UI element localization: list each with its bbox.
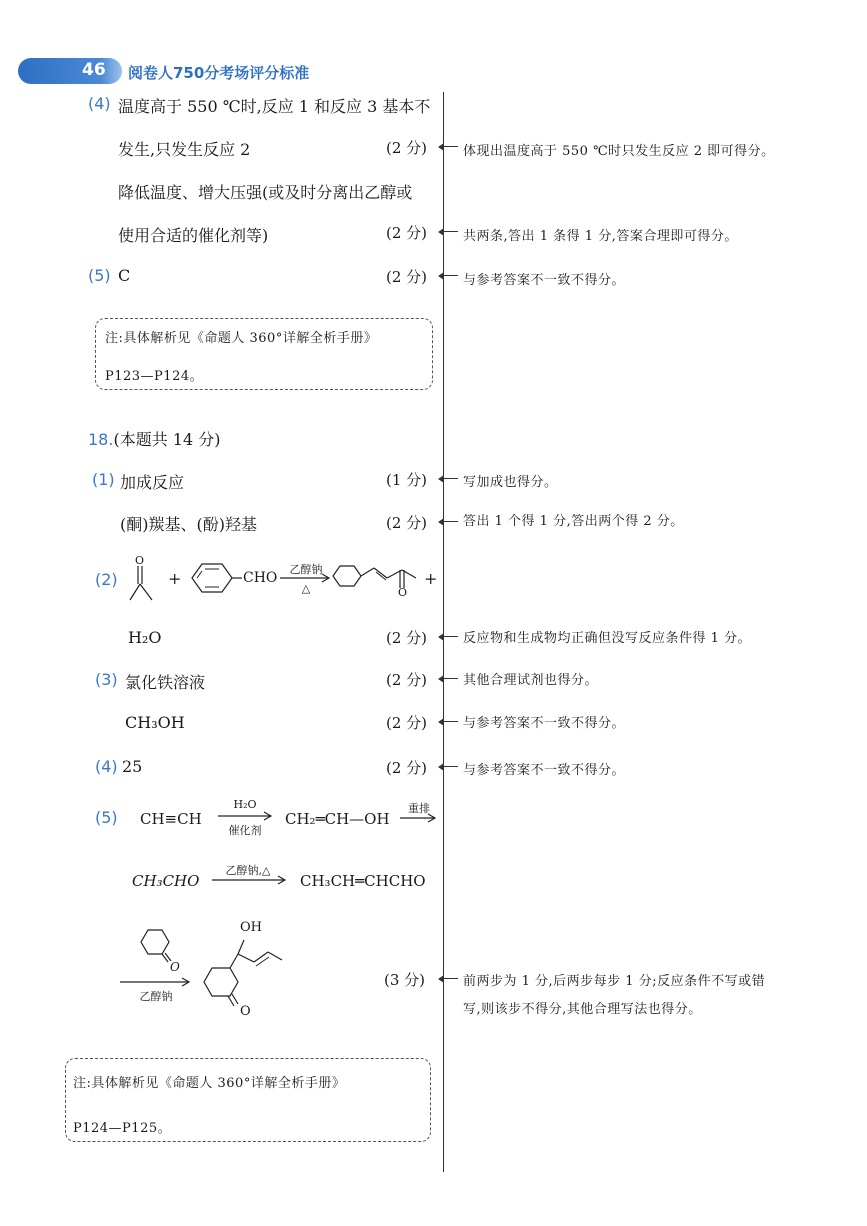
q18-part2-number: (2) [95, 570, 118, 589]
q17-part4-comment1: 体现出温度高于 550 ℃时只发生反应 2 即可得分。 [463, 144, 775, 159]
q18-note-line1: 注:具体解析见《命题人 360°详解全析手册》 [73, 1076, 346, 1091]
q18-part4-score: (2 分) [386, 759, 428, 777]
q18-part5-number: (5) [95, 808, 118, 827]
water-product: H₂O [128, 628, 162, 647]
plus-sign: + [168, 569, 182, 588]
plus-sign: + [424, 569, 438, 588]
page-header-title: 阅卷人750分考场评分标准 [128, 64, 310, 82]
arrow-left-icon [438, 271, 458, 281]
step1-condition-top: H₂O [233, 798, 257, 811]
q18-part4-number: (4) [95, 757, 118, 776]
reagent-oxygen-label: O [170, 960, 180, 974]
q18-part3-score1: (2 分) [386, 671, 428, 689]
q18-part3-answer2: CH₃OH [125, 713, 185, 732]
arrow-left-icon [438, 517, 458, 527]
q18-title [88, 427, 220, 450]
q17-part4-number: (4) [88, 94, 111, 113]
reaction-arrow-icon [212, 875, 288, 885]
q18-part1-answer2: (酮)羰基、(酚)羟基 [120, 515, 257, 534]
q17-part5-number: (5) [88, 266, 111, 285]
benzylideneacetone-structure [332, 556, 422, 602]
q18-part1-number: (1) [92, 470, 115, 489]
q17-part4-score2: (2 分) [386, 224, 428, 242]
benzaldehyde-ring-structure [188, 560, 244, 596]
arrow-left-icon [438, 717, 458, 727]
arrow-left-icon [438, 632, 458, 642]
q17-note-line2: P123—P124。 [105, 369, 204, 384]
aldehyde-group-label: CHO [243, 570, 278, 586]
q18-part1-comment2: 答出 1 个得 1 分,答出两个得 2 分。 [463, 514, 684, 529]
q18-part3-score2: (2 分) [386, 714, 428, 732]
reaction-arrow-icon [120, 977, 192, 987]
q18-part1-answer1: 加成反应 [120, 473, 185, 492]
q18-part3-comment1: 其他合理试剂也得分。 [463, 673, 599, 688]
arrow-left-icon [438, 762, 458, 772]
q17-part4-comment2: 共两条,答出 1 条得 1 分,答案合理即可得分。 [463, 229, 738, 244]
reaction-condition-top: 乙醇钠 [289, 563, 323, 576]
step1-condition-bottom: 催化剂 [228, 824, 262, 837]
q18-part3-answer1: 氯化铁溶液 [125, 673, 206, 692]
arrow-left-icon [438, 227, 458, 237]
reaction-arrow-icon [218, 811, 274, 821]
q17-part5-score: (2 分) [386, 268, 428, 286]
page-number: 46 [82, 60, 106, 80]
hydroxyl-label: OH [240, 920, 262, 935]
q18-part1-score2: (2 分) [386, 514, 428, 532]
q18-part3-comment2: 与参考答案不一致不得分。 [463, 716, 626, 731]
q17-part4-line3: 降低温度、增大压强(或及时分离出乙醇或 [118, 183, 413, 202]
acetaldehyde-reactant: CH₃CHO [132, 872, 200, 890]
q18-note-line2: P124—P125。 [73, 1121, 172, 1136]
step2-condition-top: 重排 [408, 802, 430, 815]
ketone-oxygen-label: O [240, 1004, 251, 1019]
reaction-arrow-icon [400, 813, 438, 823]
arrow-left-icon [438, 142, 458, 152]
q18-part5-score: (3 分) [384, 971, 426, 989]
q18-part2-score: (2 分) [386, 629, 428, 647]
step3-condition-top: 乙醇钠,△ [225, 864, 271, 877]
arrow-left-icon [438, 674, 458, 684]
acetone-oxygen-label: O [135, 554, 145, 567]
product-oxygen-label: O [398, 586, 408, 599]
q18-part5-comment-line2: 写,则该步不得分,其他合理写法也得分。 [463, 1002, 702, 1017]
q17-note-line1: 注:具体解析见《命题人 360°详解全析手册》 [105, 331, 378, 346]
acetylene-reactant: CH≡CH [140, 810, 202, 828]
vinyl-alcohol-product: CH₂═CH—OH [285, 810, 390, 828]
page-number-pill [18, 58, 122, 84]
q18-part5-comment-line1: 前两步为 1 分,后两步每步 1 分;反应条件不写或错 [463, 974, 766, 989]
q18-part3-number: (3) [95, 670, 118, 689]
q18-number: 18. [88, 430, 114, 449]
q18-part2-comment: 反应物和生成物均正确但没写反应条件得 1 分。 [463, 631, 752, 646]
q17-part4-line2: 发生,只发生反应 2 [118, 140, 251, 159]
step4-condition-bottom: 乙醇钠 [139, 990, 173, 1003]
crotonaldehyde-product: CH₃CH═CHCHO [300, 872, 426, 890]
q17-part4-line1: 温度高于 550 ℃时,反应 1 和反应 3 基本不 [118, 97, 431, 116]
q17-part5-answer: C [118, 266, 131, 285]
q18-title-text: (本题共 14 分) [113, 430, 221, 449]
q17-part5-comment: 与参考答案不一致不得分。 [463, 273, 626, 288]
q18-part4-answer: 25 [122, 757, 143, 776]
q17-part4-line4: 使用合适的催化剂等) [118, 226, 269, 245]
q17-part4-score1: (2 分) [386, 139, 428, 157]
q18-part1-comment1: 写加成也得分。 [463, 475, 558, 490]
arrow-left-icon [438, 474, 458, 484]
reaction-condition-bottom: △ [301, 582, 311, 595]
q18-part4-comment: 与参考答案不一致不得分。 [463, 763, 626, 778]
q18-part1-score1: (1 分) [386, 471, 428, 489]
arrow-left-icon [438, 974, 458, 984]
